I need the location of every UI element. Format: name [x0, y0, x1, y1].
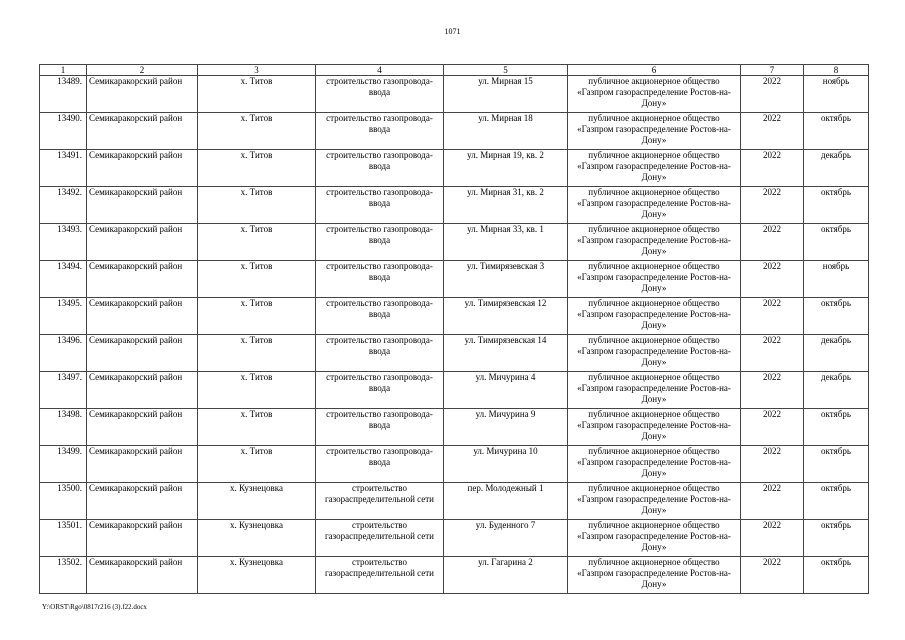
row-settlement: х. Титов: [198, 113, 316, 150]
table-row: [40, 372, 869, 409]
row-settlement: х. Титов: [198, 409, 316, 446]
row-settlement: х. Титов: [198, 187, 316, 224]
header-row: [40, 65, 869, 76]
row-month: ноябрь: [804, 261, 869, 298]
row-settlement: х. Кузнецовка: [198, 557, 316, 594]
row-organization: публичное акционерное общество «Газпром газораспределение Ростов-на-Дону»: [568, 298, 741, 335]
row-number: 13492.: [40, 187, 87, 224]
row-district: Семикаракорский район: [87, 409, 198, 446]
row-year: 2022: [741, 557, 804, 594]
row-district: Семикаракорский район: [87, 335, 198, 372]
table-row: [40, 261, 869, 298]
page-number: 1071: [444, 27, 461, 36]
row-year: 2022: [741, 446, 804, 483]
row-district: Семикаракорский район: [87, 298, 198, 335]
row-district: Семикаракорский район: [87, 446, 198, 483]
row-organization: публичное акционерное общество «Газпром газораспределение Ростов-на-Дону»: [568, 150, 741, 187]
row-month: октябрь: [804, 187, 869, 224]
table-row: [40, 335, 869, 372]
row-number: 13493.: [40, 224, 87, 261]
row-settlement: х. Титов: [198, 372, 316, 409]
row-organization: публичное акционерное общество «Газпром газораспределение Ростов-на-Дону»: [568, 187, 741, 224]
row-work-type: строительство газораспределительной сети: [316, 557, 444, 594]
row-settlement: х. Титов: [198, 76, 316, 113]
row-address: ул. Буденного 7: [444, 520, 568, 557]
row-month: октябрь: [804, 557, 869, 594]
row-organization: публичное акционерное общество «Газпром газораспределение Ростов-на-Дону»: [568, 446, 741, 483]
row-district: Семикаракорский район: [87, 150, 198, 187]
row-organization: публичное акционерное общество «Газпром газораспределение Ростов-на-Дону»: [568, 335, 741, 372]
row-year: 2022: [741, 76, 804, 113]
row-number: 13500.: [40, 483, 87, 520]
row-year: 2022: [741, 187, 804, 224]
row-district: Семикаракорский район: [87, 520, 198, 557]
row-organization: публичное акционерное общество «Газпром газораспределение Ростов-на-Дону»: [568, 76, 741, 113]
row-year: 2022: [741, 150, 804, 187]
row-month: декабрь: [804, 150, 869, 187]
row-year: 2022: [741, 483, 804, 520]
row-year: 2022: [741, 520, 804, 557]
row-year: 2022: [741, 224, 804, 261]
row-month: октябрь: [804, 298, 869, 335]
row-district: Семикаракорский район: [87, 557, 198, 594]
row-organization: публичное акционерное общество «Газпром газораспределение Ростов-на-Дону»: [568, 224, 741, 261]
row-address: ул. Гагарина 2: [444, 557, 568, 594]
row-number: 13490.: [40, 113, 87, 150]
row-address: ул. Тимирязевская 12: [444, 298, 568, 335]
row-number: 13501.: [40, 520, 87, 557]
row-address: ул. Мирная 33, кв. 1: [444, 224, 568, 261]
row-month: октябрь: [804, 224, 869, 261]
row-work-type: строительство газопровода-ввода: [316, 187, 444, 224]
register-table: [39, 64, 869, 594]
table-row: [40, 520, 869, 557]
row-number: 13498.: [40, 409, 87, 446]
table-row: [40, 446, 869, 483]
row-organization: публичное акционерное общество «Газпром газораспределение Ростов-на-Дону»: [568, 483, 741, 520]
row-settlement: х. Титов: [198, 150, 316, 187]
row-address: ул. Мирная 15: [444, 76, 568, 113]
row-district: Семикаракорский район: [87, 372, 198, 409]
row-work-type: строительство газопровода-ввода: [316, 224, 444, 261]
table-body: [40, 76, 869, 594]
table-row: [40, 298, 869, 335]
row-address: ул. Мичурина 4: [444, 372, 568, 409]
table-row: [40, 409, 869, 446]
header-col-6: 6: [568, 65, 741, 76]
header-col-4: 4: [316, 65, 444, 76]
row-work-type: строительство газопровода-ввода: [316, 76, 444, 113]
row-settlement: х. Титов: [198, 446, 316, 483]
table-row: [40, 150, 869, 187]
row-work-type: строительство газопровода-ввода: [316, 409, 444, 446]
row-address: ул. Мичурина 9: [444, 409, 568, 446]
row-year: 2022: [741, 298, 804, 335]
row-number: 13502.: [40, 557, 87, 594]
row-district: Семикаракорский район: [87, 76, 198, 113]
row-district: Семикаракорский район: [87, 483, 198, 520]
row-address: ул. Мичурина 10: [444, 446, 568, 483]
row-work-type: строительство газораспределительной сети: [316, 483, 444, 520]
header-col-2: 2: [87, 65, 198, 76]
row-number: 13489.: [40, 76, 87, 113]
row-month: октябрь: [804, 113, 869, 150]
row-address: ул. Мирная 18: [444, 113, 568, 150]
table-row: [40, 557, 869, 594]
table-header: [40, 65, 869, 76]
row-year: 2022: [741, 409, 804, 446]
row-organization: публичное акционерное общество «Газпром газораспределение Ростов-на-Дону»: [568, 557, 741, 594]
row-year: 2022: [741, 261, 804, 298]
header-col-3: 3: [198, 65, 316, 76]
table-row: [40, 187, 869, 224]
row-number: 13495.: [40, 298, 87, 335]
row-work-type: строительство газораспределительной сети: [316, 520, 444, 557]
row-year: 2022: [741, 113, 804, 150]
row-number: 13499.: [40, 446, 87, 483]
row-work-type: строительство газопровода-ввода: [316, 335, 444, 372]
table-row: [40, 483, 869, 520]
row-organization: публичное акционерное общество «Газпром газораспределение Ростов-на-Дону»: [568, 372, 741, 409]
row-work-type: строительство газопровода-ввода: [316, 150, 444, 187]
row-organization: публичное акционерное общество «Газпром газораспределение Ростов-на-Дону»: [568, 261, 741, 298]
row-address: ул. Тимирязевская 14: [444, 335, 568, 372]
row-work-type: строительство газопровода-ввода: [316, 113, 444, 150]
row-work-type: строительство газопровода-ввода: [316, 372, 444, 409]
row-organization: публичное акционерное общество «Газпром газораспределение Ростов-на-Дону»: [568, 520, 741, 557]
row-address: пер. Молодежный 1: [444, 483, 568, 520]
row-district: Семикаракорский район: [87, 224, 198, 261]
row-address: ул. Мирная 31, кв. 2: [444, 187, 568, 224]
table-row: [40, 76, 869, 113]
row-month: октябрь: [804, 520, 869, 557]
row-address: ул. Тимирязевская 3: [444, 261, 568, 298]
row-year: 2022: [741, 335, 804, 372]
header-col-5: 5: [444, 65, 568, 76]
row-settlement: х. Титов: [198, 224, 316, 261]
header-col-7: 7: [741, 65, 804, 76]
row-settlement: х. Титов: [198, 298, 316, 335]
table-row: [40, 224, 869, 261]
row-work-type: строительство газопровода-ввода: [316, 446, 444, 483]
row-address: ул. Мирная 19, кв. 2: [444, 150, 568, 187]
row-year: 2022: [741, 372, 804, 409]
row-number: 13496.: [40, 335, 87, 372]
row-month: декабрь: [804, 372, 869, 409]
header-col-8: 8: [804, 65, 869, 76]
table-row: [40, 113, 869, 150]
row-number: 13494.: [40, 261, 87, 298]
row-settlement: х. Титов: [198, 261, 316, 298]
row-settlement: х. Кузнецовка: [198, 483, 316, 520]
row-month: октябрь: [804, 446, 869, 483]
row-work-type: строительство газопровода-ввода: [316, 261, 444, 298]
row-month: октябрь: [804, 483, 869, 520]
row-organization: публичное акционерное общество «Газпром газораспределение Ростов-на-Дону»: [568, 409, 741, 446]
row-month: октябрь: [804, 409, 869, 446]
row-district: Семикаракорский район: [87, 187, 198, 224]
row-settlement: х. Кузнецовка: [198, 520, 316, 557]
row-district: Семикаракорский район: [87, 113, 198, 150]
row-month: ноябрь: [804, 76, 869, 113]
row-settlement: х. Титов: [198, 335, 316, 372]
row-district: Семикаракорский район: [87, 261, 198, 298]
header-col-1: 1: [40, 65, 87, 76]
row-work-type: строительство газопровода-ввода: [316, 298, 444, 335]
file-path: Y:\ORST\Rgo\0817r216 (3).f22.docx: [42, 603, 147, 611]
row-organization: публичное акционерное общество «Газпром газораспределение Ростов-на-Дону»: [568, 113, 741, 150]
row-month: декабрь: [804, 335, 869, 372]
row-number: 13491.: [40, 150, 87, 187]
row-number: 13497.: [40, 372, 87, 409]
